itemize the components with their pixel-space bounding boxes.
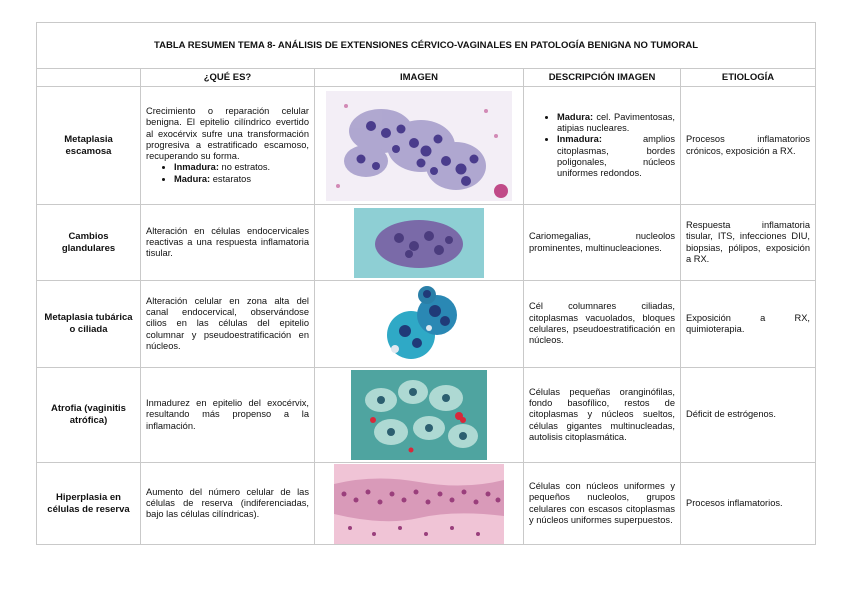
header-imagen: IMAGEN [315,69,524,87]
row-etiologia: Exposición a RX, quimioterapia. [681,281,816,368]
list-text: amplios citoplasmas, bordes poligonales, núcleos uniformes redondos. [557,134,675,179]
row-etiologia: Procesos inflamatorios. [681,463,816,545]
micrograph-image [351,370,487,460]
row-etiologia: Déficit de estrógenos. [681,368,816,463]
row-descripcion: Cél columnares ciliadas, citoplasmas vacuolados, bloques celulares, pseudoestratificación en núcleos. [524,281,681,368]
que-es-list [146,162,309,185]
row-descripcion [524,87,681,205]
micrograph-image [369,283,469,365]
row-name: Cambios glandulares [37,205,141,281]
table-title: TABLA RESUMEN TEMA 8- ANÁLISIS DE EXTENSIONES CÉRVICO-VAGINALES EN PATOLOGÍA BENIGNA NO TUMORAL [37,23,816,69]
list-item [174,174,309,185]
que-es-text: Crecimiento o reparación celular benigna. El epitelio cilíndrico evertido al exocérvix sufre una transformación progresiva a estratificado escamoso, recuperando su forma. [146,105,309,162]
header-row [37,69,816,87]
table-row [37,281,816,368]
table-row [37,87,816,205]
row-imagen [315,87,524,205]
row-imagen [315,205,524,281]
micrograph-image [326,91,512,201]
row-name: Metaplasia escamosa [37,87,141,205]
list-text: cel. Pavimentosas, atipias nucleares. [557,111,675,133]
row-name: Atrofia (vaginitis atrófica) [37,368,141,463]
row-descripcion: Células con núcleos uniformes y pequeños nucleolos, grupos celulares con escasos citoplasmas y núcleos uniformes superpuestos. [524,463,681,545]
header-que-es: ¿QUÉ ES? [141,69,315,87]
row-que-es: Aumento del número celular de las células de reserva (indiferenciadas, bajo las células cilíndricas). [141,463,315,545]
row-que-es [141,87,315,205]
row-que-es: Alteración celular en zona alta del canal endocervical, observándose cilios en las células del epitelio columnar y pseudoestratificación en núcleos. [141,281,315,368]
row-etiologia: Procesos inflamatorios crónicos, exposición a RX. [681,87,816,205]
summary-table [36,22,816,545]
descripcion-list [529,112,675,180]
list-text: estaratos [212,173,252,184]
row-imagen [315,281,524,368]
row-name: Hiperplasia en células de reserva [37,463,141,545]
list-text: no estratos. [221,162,271,173]
list-term: Inmadura: [174,162,219,173]
list-item [174,162,309,173]
list-term: Inmadura: [557,134,602,145]
row-que-es: Alteración en células endocervicales reactivas a una respuesta inflamatoria tisular. [141,205,315,281]
micrograph-image [354,208,484,278]
list-term: Madura: [174,173,211,184]
row-imagen [315,463,524,545]
row-descripcion: Cariomegalias, nucleolos prominentes, multinucleaciones. [524,205,681,281]
row-descripcion: Células pequeñas oranginófilas, fondo basofílico, restos de citoplasmas y núcleos sueltos, células gigantes multinucleadas, autolisis citoplasmática. [524,368,681,463]
summary-table-container [36,22,815,545]
list-item [557,112,675,135]
table-row [37,463,816,545]
row-que-es: Inmadurez en epitelio del exocérvix, resultando más propenso a la inflamación. [141,368,315,463]
header-etiologia: ETIOLOGÍA [681,69,816,87]
table-row [37,368,816,463]
list-item [557,134,675,179]
row-name: Metaplasia tubárica o ciliada [37,281,141,368]
list-term: Madura: [557,111,594,122]
header-descripcion: DESCRIPCIÓN IMAGEN [524,69,681,87]
header-empty [37,69,141,87]
table-row [37,205,816,281]
row-imagen [315,368,524,463]
micrograph-image [334,464,504,544]
row-etiologia: Respuesta inflamatoria tisular, ITS, infecciones DIU, biopsias, pólipos, exposición a RX. [681,205,816,281]
